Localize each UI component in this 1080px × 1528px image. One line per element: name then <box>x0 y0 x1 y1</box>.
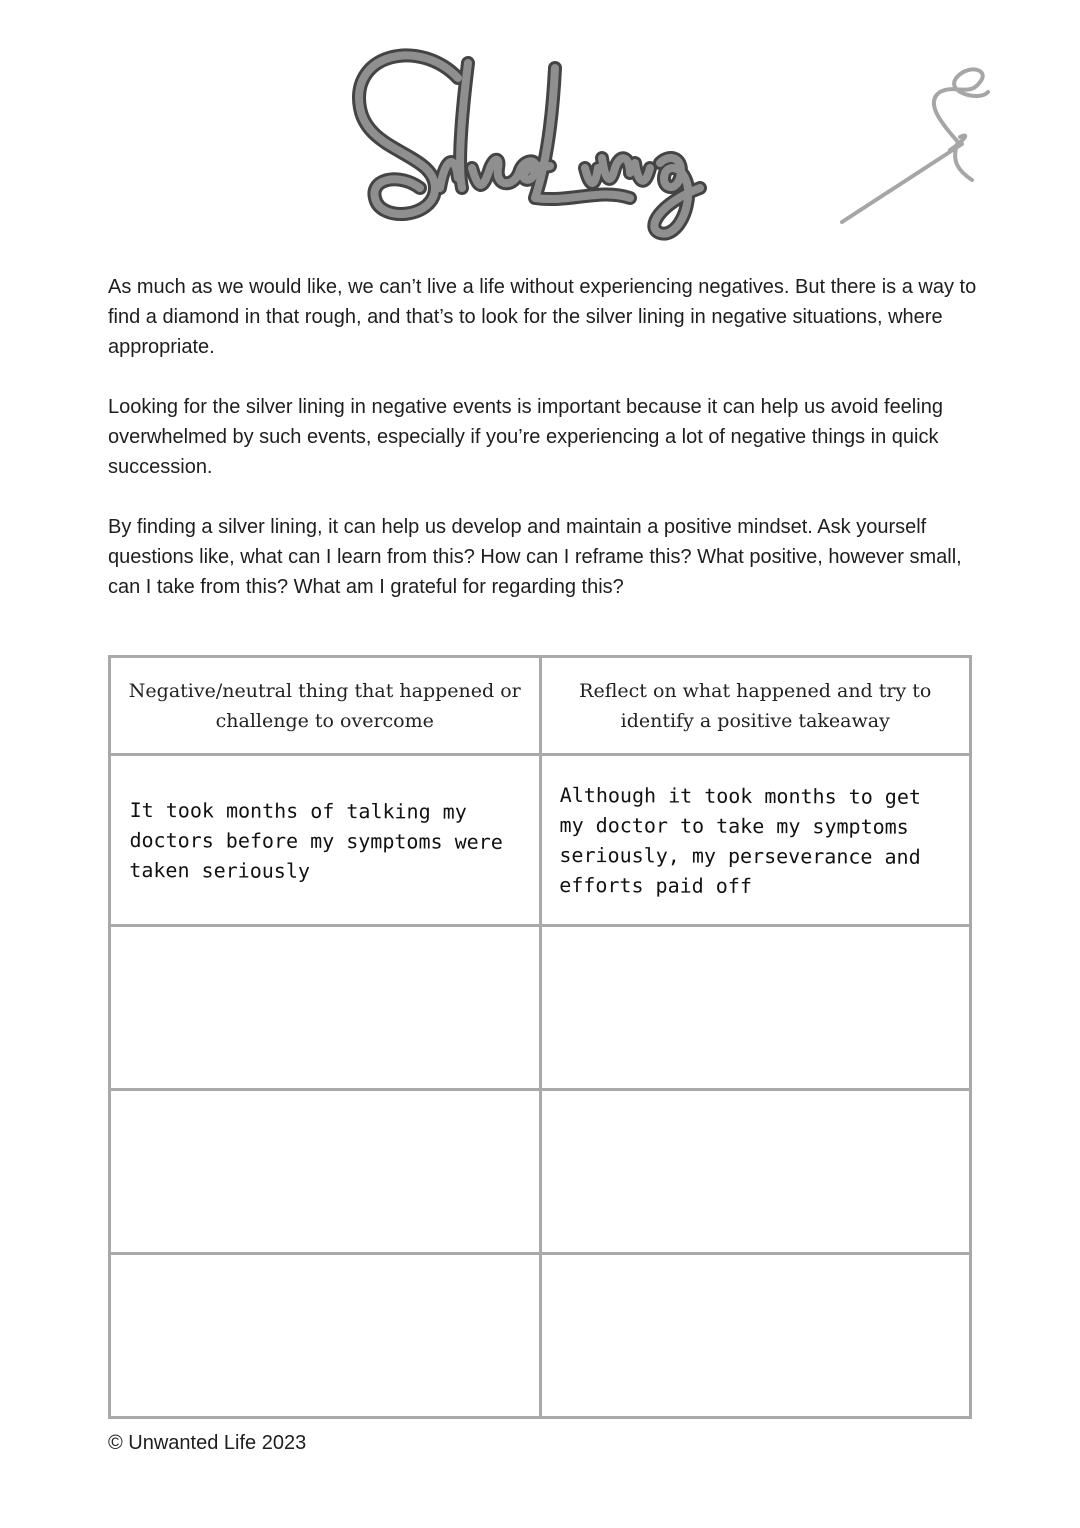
example-positive-cell[interactable]: Although it took months to get my doctor to take my symptoms seriously, my perseverance and efforts paid off <box>540 753 971 926</box>
blank-positive-cell[interactable] <box>540 1254 971 1418</box>
table-row <box>110 926 971 1090</box>
example-negative-cell[interactable]: It took months of talking my doctors before my symptoms were taken seriously <box>109 753 540 926</box>
table-row <box>110 755 971 926</box>
blank-negative-cell[interactable] <box>110 926 541 1090</box>
header-positive: Reflect on what happened and try to identify a positive takeaway <box>540 657 971 755</box>
page-title <box>340 38 740 248</box>
silver-lining-table <box>108 655 972 1419</box>
intro-paragraph: By finding a silver lining, it can help us develop and maintain a positive mindset. Ask yourself questions like, what can I learn from this? How can I reframe this? What positive, however small, can I take from this? What am I grateful for regarding this? <box>108 516 962 598</box>
table-row <box>110 1090 971 1254</box>
intro-paragraph: Looking for the silver lining in negative events is important because it can help us avoid feeling overwhelmed by such events, especially if you’re experiencing a lot of negative things in quick succession. <box>108 396 943 478</box>
blank-positive-cell[interactable] <box>540 926 971 1090</box>
table-header-row <box>110 657 971 755</box>
blank-positive-cell[interactable] <box>540 1090 971 1254</box>
silver-lining-title-art <box>340 38 740 248</box>
header-negative: Negative/neutral thing that happened or challenge to overcome <box>110 657 541 755</box>
intro-text <box>108 272 980 632</box>
table-row <box>110 1254 971 1418</box>
blank-negative-cell[interactable] <box>110 1090 541 1254</box>
needle-and-thread-icon <box>830 62 1005 232</box>
intro-paragraph: As much as we would like, we can’t live a life without experiencing negatives. But there is a way to find a diamond in that rough, and that’s to look for the silver lining in negative situations, where appropriate. <box>108 276 977 358</box>
copyright-footer: © Unwanted Life 2023 <box>108 1432 307 1454</box>
blank-negative-cell[interactable] <box>110 1254 541 1418</box>
